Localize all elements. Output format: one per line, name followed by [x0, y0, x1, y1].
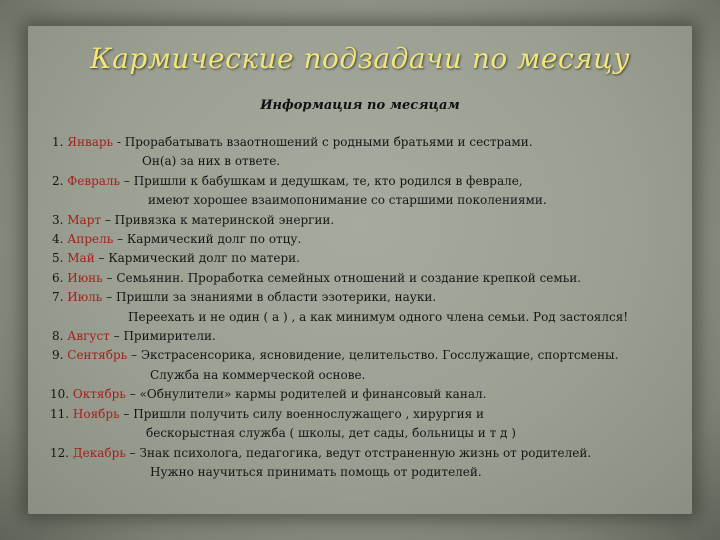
item-text: – Семьянин. Проработка семейных отношений и создание крепкой семьи. — [102, 270, 582, 285]
item-number: 12. — [50, 445, 73, 460]
item-number: 9. — [52, 348, 68, 363]
month-name: Июнь — [67, 270, 103, 285]
list-item — [52, 346, 702, 365]
item-text: – Кармический долг по отцу. — [113, 232, 302, 247]
month-list — [52, 133, 702, 482]
month-name: Август — [67, 329, 110, 344]
item-number: 4. — [52, 232, 68, 247]
item-text: – Примирители. — [109, 329, 216, 344]
month-name: Июль — [67, 290, 103, 305]
list-item — [52, 288, 702, 307]
list-item — [50, 444, 702, 463]
item-text: – Пришли за знаниями в области эзотерики, науки. — [102, 290, 437, 305]
item-text: – Экстрасенсорика, ясновидение, целительство. Госслужащие, спортсмены. — [127, 348, 619, 363]
list-item — [52, 211, 702, 230]
item-number: 10. — [50, 387, 73, 402]
item-continuation: Переехать и не один ( а ) , а как минимум одного члена семьи. Род застоялся! — [128, 309, 629, 324]
item-continuation: Служба на коммерческой основе. — [150, 367, 366, 382]
item-text: – Кармический долг по матери. — [94, 251, 300, 266]
month-name: Февраль — [67, 173, 121, 188]
slide-title: Кармические подзадачи по месяцу — [90, 42, 630, 75]
month-name: Январь — [67, 135, 114, 149]
item-number: 7. — [52, 290, 68, 305]
item-number: 1. — [52, 135, 68, 149]
item-number: 5. — [52, 251, 68, 266]
item-number: 2. — [52, 173, 68, 188]
item-text: - Прорабатывать взаотношений с родными братьями и сестрами. — [113, 135, 533, 149]
list-item — [52, 230, 702, 249]
item-continuation: имеют хорошее взаимопонимание со старшими поколениями. — [148, 193, 547, 208]
list-item — [52, 249, 702, 268]
list-item — [52, 327, 702, 346]
item-continuation: Он(а) за них в ответе. — [142, 154, 281, 169]
list-item — [52, 269, 702, 288]
list-item — [50, 405, 702, 424]
month-name: Май — [67, 251, 95, 266]
month-name: Ноябрь — [72, 406, 120, 421]
item-number: 6. — [52, 270, 68, 285]
month-name: Декабрь — [72, 445, 126, 460]
item-text: – «Обнулители» кармы родителей и финансовый канал. — [125, 387, 487, 402]
item-text: – Привязка к материнской энергии. — [101, 212, 335, 227]
item-continuation: Нужно научиться принимать помощь от родителей. — [150, 464, 482, 479]
list-item — [50, 385, 702, 404]
item-continuation: бескорыстная служба ( школы, дет сады, больницы и т д ) — [146, 426, 516, 441]
month-name: Сентябрь — [67, 348, 128, 363]
item-number: 3. — [52, 212, 68, 227]
item-number: 11. — [50, 406, 73, 421]
item-text: – Знак психолога, педагогика, ведут отстраненную жизнь от родителей. — [125, 445, 592, 460]
item-number: 8. — [52, 329, 68, 344]
list-item — [52, 133, 702, 152]
month-name: Апрель — [67, 232, 114, 247]
month-name: Октябрь — [72, 387, 126, 402]
item-text: – Пришли к бабушкам и дедушкам, те, кто родился в феврале, — [120, 173, 523, 188]
item-text: – Пришли получить силу военнослужащего , хирургия и — [119, 406, 484, 421]
slide-subtitle: Информация по месяцам — [260, 98, 460, 113]
month-name: Март — [67, 212, 102, 227]
list-item — [52, 172, 702, 191]
